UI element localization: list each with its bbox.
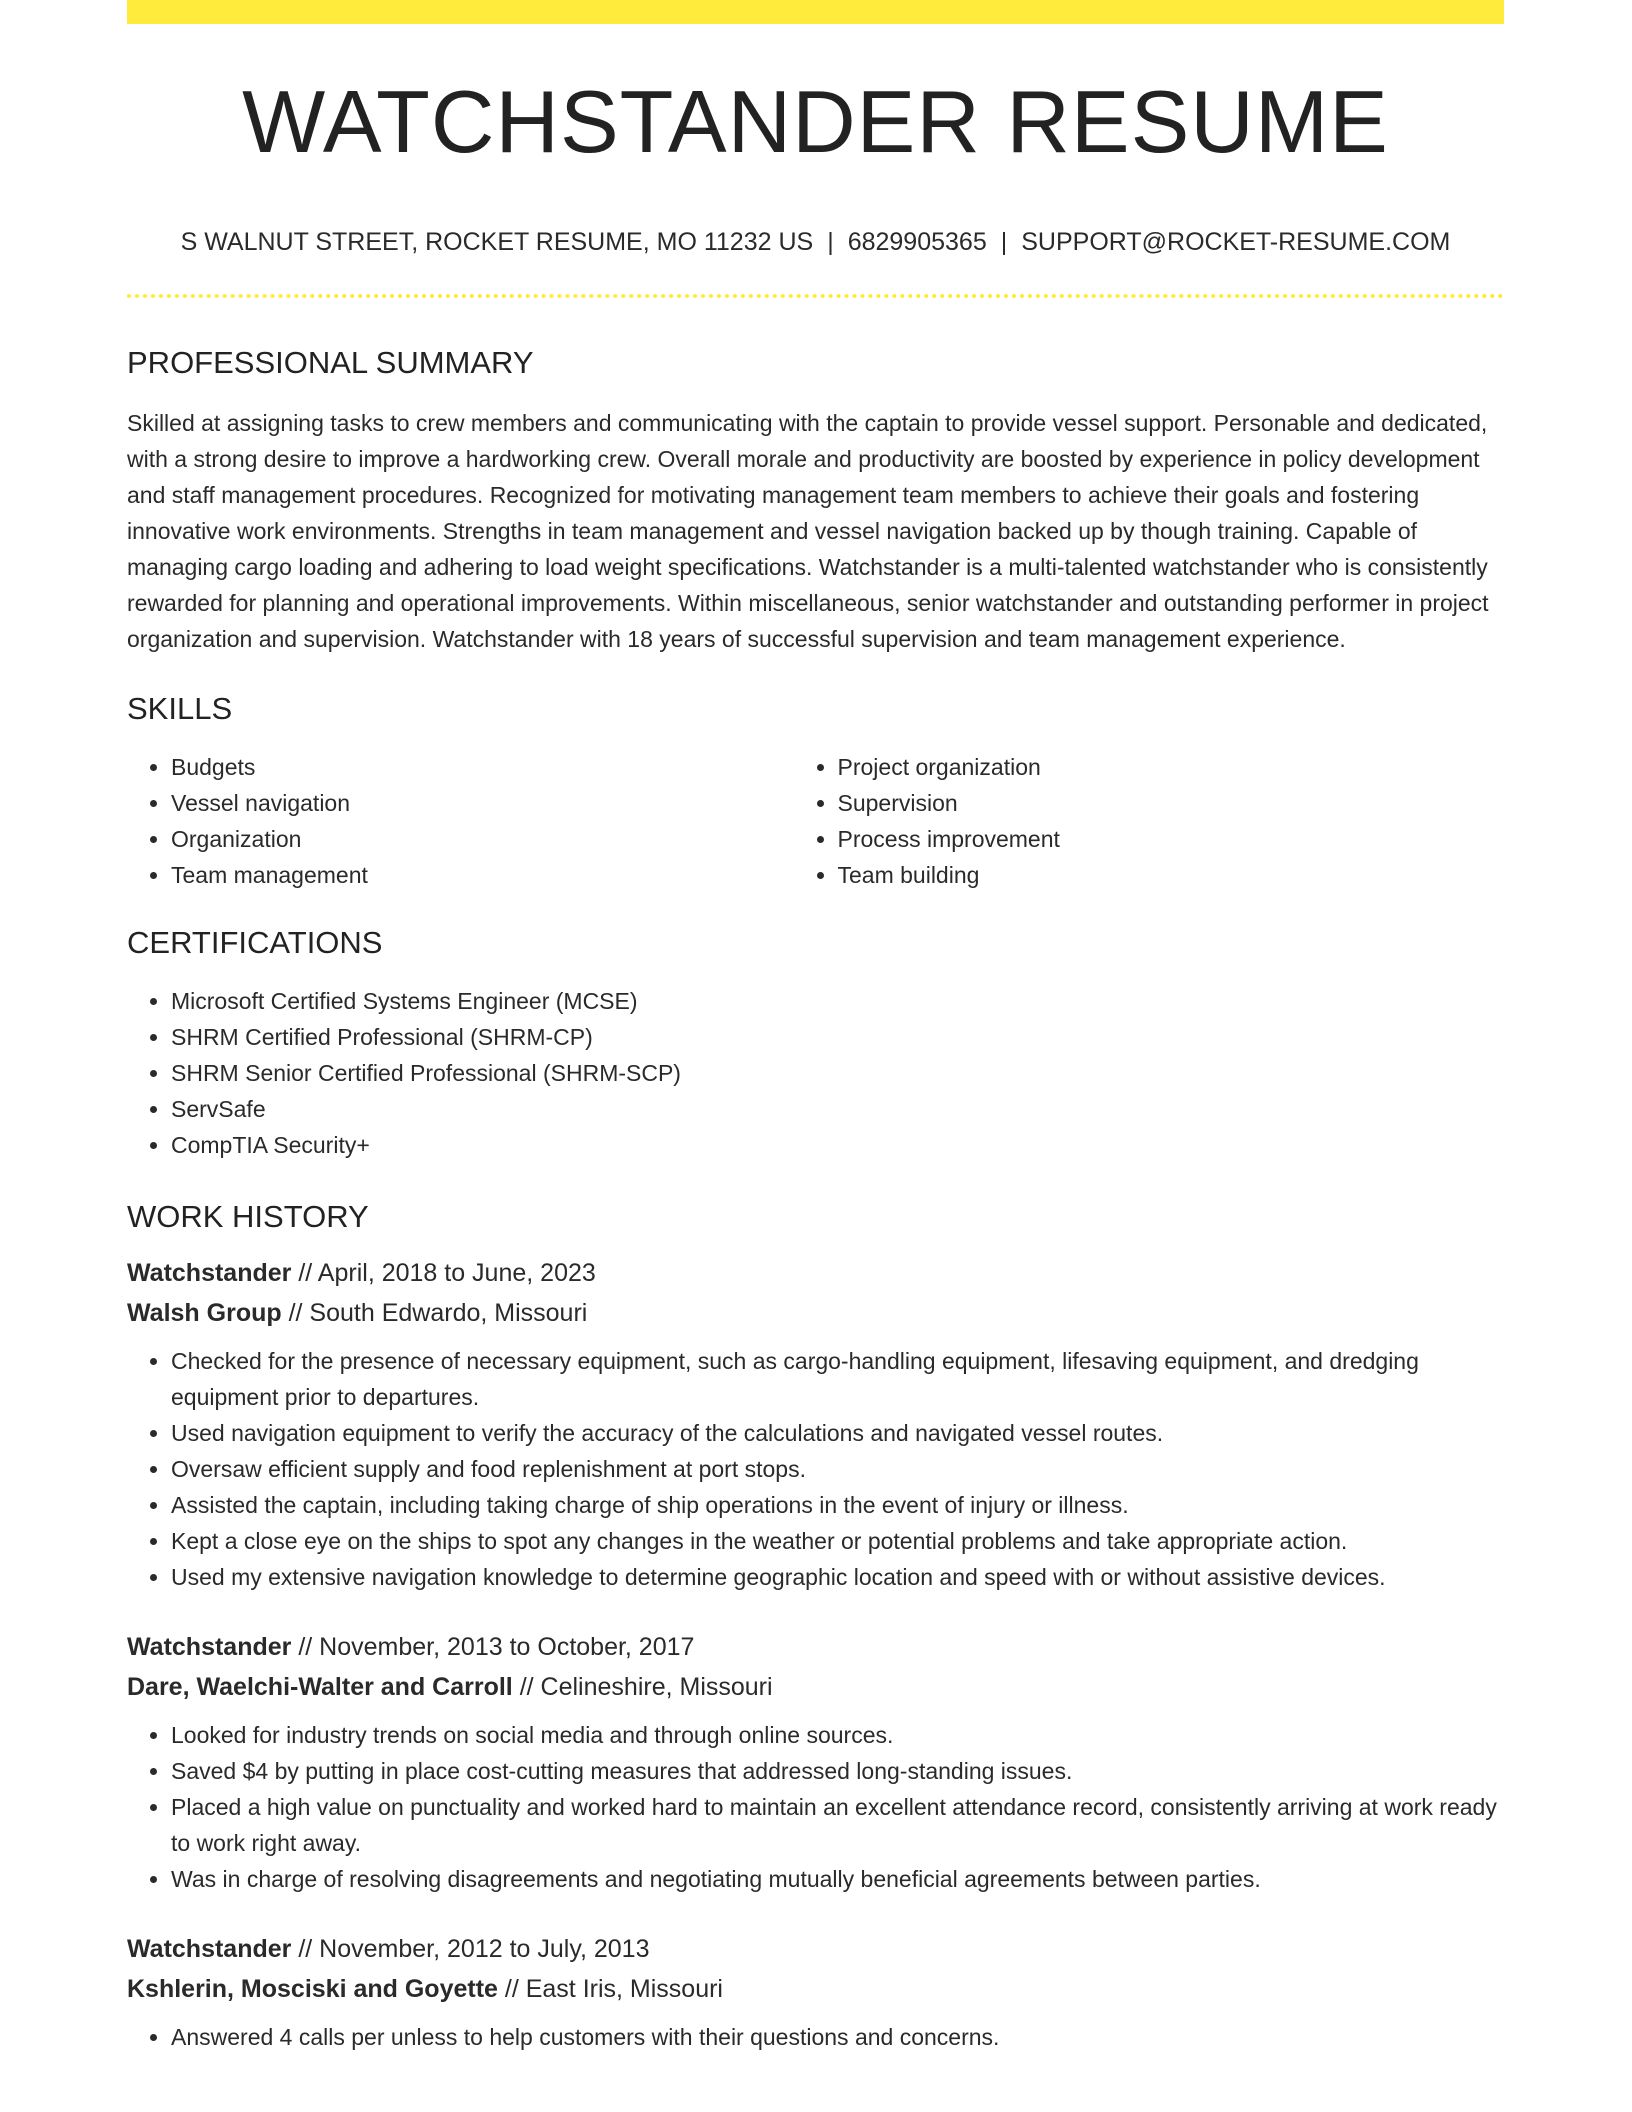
job-company: Dare, Waelchi-Walter and Carroll (127, 1673, 513, 1701)
skill-item: • Team management (171, 857, 838, 893)
job-company: Walsh Group (127, 1299, 282, 1327)
job-company-line (127, 1969, 1504, 2009)
job-dates: // November, 2012 to July, 2013 (298, 1935, 650, 1963)
job-location: // East Iris, Missouri (504, 1975, 723, 2003)
certification-item: • Microsoft Certified Systems Engineer (MCSE) (171, 983, 1504, 1019)
top-accent-bar (127, 0, 1504, 24)
skill-item: • Supervision (838, 785, 1505, 821)
skills-list-right (794, 749, 1505, 893)
skills-heading: SKILLS (127, 691, 233, 726)
contact-phone: 6829905365 (847, 228, 987, 256)
job-bullet: • Placed a high value on punctuality and worked hard to maintain an excellent attendance record, consistently arriving at work ready to work right away. (171, 1789, 1504, 1861)
job-company-line (127, 1293, 1504, 1333)
job-bullet: • Assisted the captain, including taking charge of ship operations in the event of injury or illness. (171, 1487, 1504, 1523)
job-bullets (127, 2019, 1504, 2055)
job-company-line (127, 1667, 1504, 1707)
job-company: Kshlerin, Mosciski and Goyette (127, 1975, 498, 2003)
job-bullet: • Kept a close eye on the ships to spot any changes in the weather or potential problems and take appropriate action. (171, 1523, 1504, 1559)
job-bullets (127, 1717, 1504, 1897)
job-entry (127, 1929, 1504, 2055)
skills-list-left (127, 749, 838, 893)
job-bullet: • Was in charge of resolving disagreements and negotiating mutually beneficial agreements between parties. (171, 1861, 1504, 1897)
job-dates: // April, 2018 to June, 2023 (298, 1259, 596, 1287)
job-bullet: • Checked for the presence of necessary equipment, such as cargo-handling equipment, lifesaving equipment, and dredging equipment prior to departures. (171, 1343, 1504, 1415)
contact-email: SUPPORT@ROCKET-RESUME.COM (1021, 228, 1451, 256)
skill-item: • Project organization (838, 749, 1505, 785)
summary-text: Skilled at assigning tasks to crew members and communicating with the captain to provide vessel support. Personable and dedicated, with a strong desire to improve a hardworking crew. Overall morale and productivity are boosted by experience in policy development and staff management procedures. Recognized for motivating management team members to achieve their goals and fostering innovative work environments. Strengths in team management and vessel navigation backed up by though training. Capable of managing cargo loading and adhering to load weight specifications. Watchstander is a multi-talented watchstander who is consistently rewarded for planning and operational improvements. Within miscellaneous, senior watchstander and outstanding performer in project organization and supervision. Watchstander with 18 years of successful supervision and team management experience. (127, 410, 1489, 652)
certifications-list (127, 983, 1504, 1163)
job-entry (127, 1253, 1504, 1595)
work-history-heading: WORK HISTORY (127, 1199, 369, 1234)
contact-address: S WALNUT STREET, ROCKET RESUME, MO 11232 US (180, 228, 814, 256)
skill-item: • Process improvement (838, 821, 1505, 857)
job-location: // Celineshire, Missouri (519, 1673, 773, 1701)
certifications-heading: CERTIFICATIONS (127, 925, 383, 960)
job-bullet: • Used my extensive navigation knowledge to determine geographic location and speed with or without assistive devices. (171, 1559, 1504, 1595)
job-bullet: • Looked for industry trends on social media and through online sources. (171, 1717, 1504, 1753)
skill-item: • Budgets (171, 749, 838, 785)
job-title-line (127, 1253, 1504, 1293)
skill-item: • Vessel navigation (171, 785, 838, 821)
job-title: Watchstander (127, 1259, 292, 1287)
summary-heading: PROFESSIONAL SUMMARY (127, 345, 534, 380)
job-bullet: • Answered 4 calls per unless to help customers with their questions and concerns. (171, 2019, 1504, 2055)
job-title: Watchstander (127, 1633, 292, 1661)
resume-page (127, 0, 1504, 2055)
job-entry (127, 1627, 1504, 1897)
contact-separator: | (827, 228, 834, 256)
skills-grid (127, 749, 1504, 893)
job-location: // South Edwardo, Missouri (288, 1299, 588, 1327)
contact-line (127, 230, 1504, 255)
resume-title: WATCHSTANDER RESUME (242, 72, 1389, 171)
dotted-divider (127, 294, 1504, 298)
certification-item: • ServSafe (171, 1091, 1504, 1127)
job-bullet: • Oversaw efficient supply and food replenishment at port stops. (171, 1451, 1504, 1487)
contact-separator: | (1000, 228, 1008, 256)
certification-item: • SHRM Senior Certified Professional (SHRM-SCP) (171, 1055, 1504, 1091)
certification-item: • SHRM Certified Professional (SHRM-CP) (171, 1019, 1504, 1055)
skill-item: • Organization (171, 821, 838, 857)
job-dates: // November, 2013 to October, 2017 (298, 1633, 695, 1661)
certification-item: • CompTIA Security+ (171, 1127, 1504, 1163)
job-bullets (127, 1343, 1504, 1595)
job-title-line (127, 1929, 1504, 1969)
job-title-line (127, 1627, 1504, 1667)
job-bullet: • Saved $4 by putting in place cost-cutting measures that addressed long-standing issues. (171, 1753, 1504, 1789)
job-title: Watchstander (127, 1935, 292, 1963)
skill-item: • Team building (838, 857, 1505, 893)
job-bullet: • Used navigation equipment to verify the accuracy of the calculations and navigated vessel routes. (171, 1415, 1504, 1451)
